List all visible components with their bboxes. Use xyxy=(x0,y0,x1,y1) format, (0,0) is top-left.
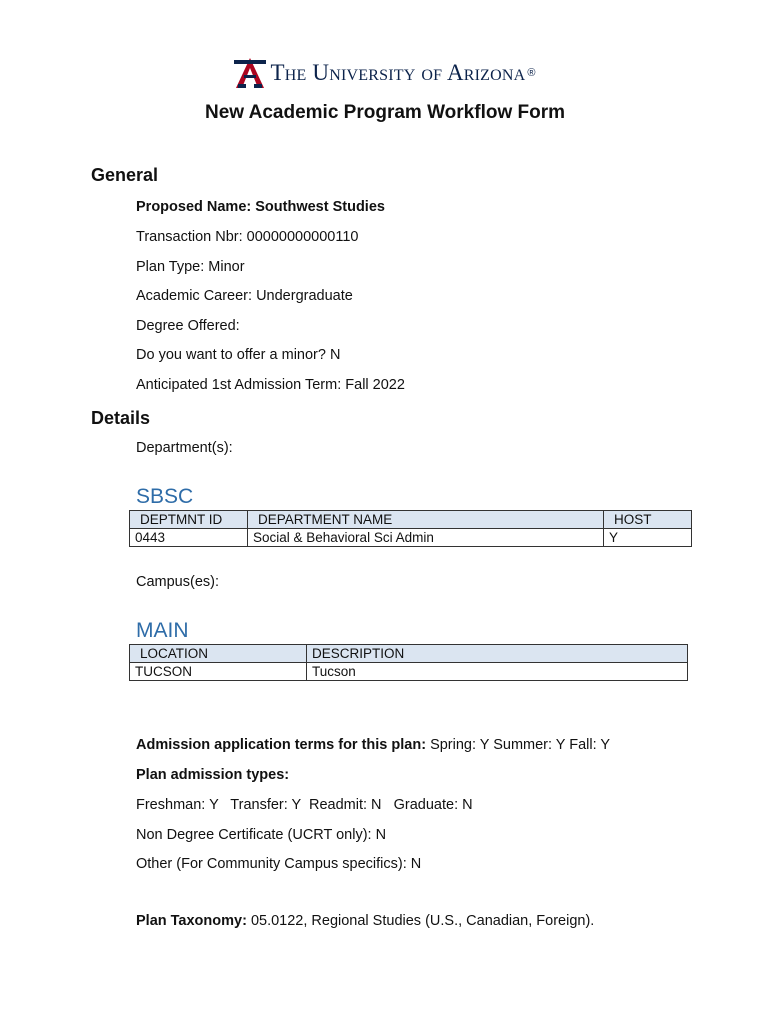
plan-type: Plan Type: Minor xyxy=(136,259,245,275)
campuses-label: Campus(es): xyxy=(136,574,219,590)
admission-term: Anticipated 1st Admission Term: Fall 2022 xyxy=(136,377,405,393)
column-header-deptmnt-id: DEPTMNT ID xyxy=(130,511,248,529)
cell-deptmnt-id: 0443 xyxy=(130,529,248,547)
admission-terms xyxy=(136,737,610,753)
column-header-department-name: DEPARTMENT NAME xyxy=(248,511,604,529)
non-degree-certificate: Non Degree Certificate (UCRT only): N xyxy=(136,827,387,843)
general-heading: General xyxy=(91,165,159,185)
table-header-row xyxy=(130,645,688,663)
cell-description: Tucson xyxy=(307,663,688,681)
column-header-description: DESCRIPTION xyxy=(307,645,688,663)
admission-terms-label: Admission application terms for this plan: xyxy=(136,737,427,753)
cell-host: Y xyxy=(604,529,692,547)
cell-location: TUCSON xyxy=(130,663,307,681)
arizona-a-logo-icon xyxy=(234,58,266,88)
departments-label: Department(s): xyxy=(136,440,233,456)
department-group-heading: SBSC xyxy=(136,485,194,508)
column-header-location: LOCATION xyxy=(130,645,307,663)
other-community-campus: Other (For Community Campus specifics): N xyxy=(136,856,422,872)
page-title: New Academic Program Workflow Form xyxy=(204,102,566,123)
proposed-name: Proposed Name: Southwest Studies xyxy=(136,199,385,215)
logo-text: The University of Arizona xyxy=(270,60,526,85)
admission-types-label: Plan admission types: xyxy=(136,767,290,783)
university-logo xyxy=(0,58,770,88)
academic-career: Academic Career: Undergraduate xyxy=(136,288,353,304)
admission-types-value: Freshman: Y Transfer: Y Readmit: N Graduate: N xyxy=(136,797,473,813)
campus-table xyxy=(129,644,688,681)
table-header-row xyxy=(130,511,692,529)
department-table xyxy=(129,510,692,547)
plan-taxonomy xyxy=(136,913,594,929)
plan-taxonomy-value: 05.0122, Regional Studies (U.S., Canadian, Foreign). xyxy=(246,913,595,929)
admission-terms-value: Spring: Y Summer: Y Fall: Y xyxy=(426,737,611,753)
degree-offered: Degree Offered: xyxy=(136,318,240,334)
campus-group-heading: MAIN xyxy=(136,619,189,642)
transaction-number: Transaction Nbr: 00000000000110 xyxy=(136,229,359,245)
column-header-host: HOST xyxy=(604,511,692,529)
table-row xyxy=(130,529,692,547)
table-row xyxy=(130,663,688,681)
details-heading: Details xyxy=(91,408,151,428)
offer-minor: Do you want to offer a minor? N xyxy=(136,347,341,363)
cell-department-name: Social & Behavioral Sci Admin xyxy=(248,529,604,547)
registered-mark: ® xyxy=(527,67,536,79)
plan-taxonomy-label: Plan Taxonomy: xyxy=(136,913,247,929)
